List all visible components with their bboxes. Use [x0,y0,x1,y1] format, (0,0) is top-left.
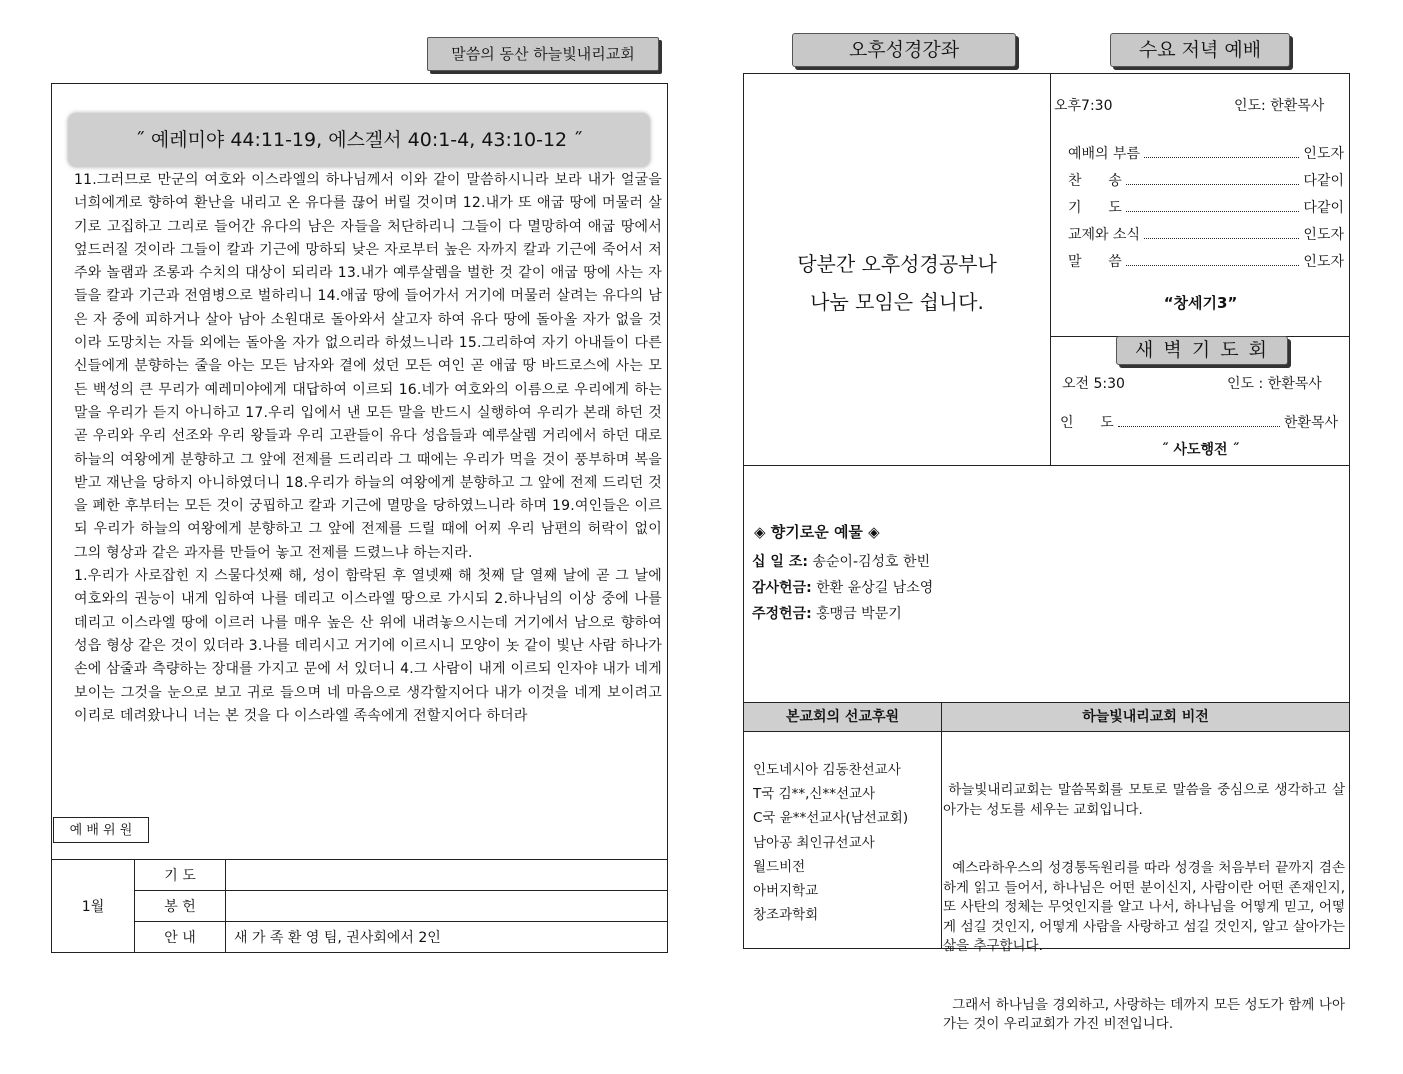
scripture-reference: ˝ 예레미야 44:11-19, 에스겔서 40:1-4, 43:10-12 ˝ [135,129,583,151]
section-divider [743,465,1350,466]
duty-label: 봉 헌 [135,891,226,922]
offering-label: 십 일 조: [752,554,808,570]
wednesday-order [1068,143,1344,278]
scripture-jeremiah: 11.그러므로 만군의 여호와 이스라엘의 하나님께서 이와 같이 말씀하시니라 보라 내가 얼굴을 너희에게로 향하여 환난을 내리고 온 유다를 끊어 버릴 것이며 12.내가 또 애굽 땅에 머물러 살기로 고집하고 그리로 들어간 유다의 남은 자들을 처단하리니 그들이 다 멸망하여 애굽 땅에서 엎드러질 것이라 그들이 칼과 기근에 망하되 낮은 자로부터 높은 자까지 칼과 기근에 죽어서 저주와 놀램과 조롱과 수치의 대상이 되리라 13.내가 예루살렘을 벌한 것 같이 애굽 땅에 사는 자들을 칼과 기근과 전염병으로 벌하리니 14.애굽 땅에 들어가서 거기에 머물러 살려는 유다의 남은 자 중에 피하거나 살아 남아 소원대로 돌아와서 살고자 하여 유다 땅에 돌아올 자가 없을 것이라 도망치는 자들 외에는 돌아올 자가 없으리라 하셨느니라 15.그리하여 자기 아내들이 다른 신들에게 분향하는 줄을 아는 모든 남자와 곁에 섰던 모든 여인 곧 애굽 땅 바드로스에 사는 모든 백성의 큰 무리가 예레미야에게 대답하여 이르되 16.네가 여호와의 이름으로 우리에게 하는 말을 우리가 듣지 아니하고 17.우리 입에서 낸 모든 말을 반드시 실행하여 우리가 본래 하던 것 곧 우리와 우리 선조와 우리 왕들과 우리 고관들이 유다 성읍들과 예루살렘 거리에서 하던 대로 하늘의 여왕에게 분향하고 그 앞에 전제를 드리리라 그 때에는 우리가 먹을 것이 풍부하며 복을 받고 재난을 당하지 아니하였더니 18.우리가 하늘의 여왕에게 분향하고 그 앞에 전제 드리던 것을 폐한 후부터는 모든 것이 궁핍하고 칼과 기근에 멸망을 당하였느니라 하며 19.여인들은 이르되 우리가 하늘의 여왕에게 분향하고 그 앞에 전제를 드릴 때에 어찌 우리 남편의 허락이 없이 그의 형상과 같은 과자를 만들어 놓고 전제를 드렸느냐 하는지라. [74,172,662,561]
mission-vision-table [743,702,1350,1032]
order-item-name: 말 씀 [1068,254,1122,270]
dotted-leader [1126,211,1300,212]
offering-row [752,549,933,575]
mission-item: 월드비전 [753,858,806,875]
mission-item: T국 김**,신**선교사 [753,786,876,803]
worship-committee-label [53,817,149,843]
wednesday-service-title-text: 수요 저녁 예배 [1138,39,1262,61]
vision-paragraph: 예스라하우스의 성경통독원리를 따라 성경을 처음부터 끝까지 겸손하게 읽고 들어서, 하나님은 어떤 분이신지, 사람이란 어떤 존재인지, 또 사탄의 정체는 무엇인지를 알고 나서, 하나님을 어떻게 믿고, 어떻게 섬길 것인지, 어떻게 사람을 사랑하고 섬길 것인지, 알고 살아가는 삶을 추구합니다. [943,860,1350,954]
order-item-value: 인도자 [1303,254,1344,270]
church-name-tag [427,37,659,71]
scripture-text [74,169,662,728]
order-item [1068,224,1344,244]
order-item-value: 다같이 [1303,173,1344,189]
dotted-leader [1144,238,1299,239]
order-item [1068,143,1344,163]
order-item-name: 찬 송 [1068,173,1122,189]
afternoon-class-title-text: 오후성경강좌 [848,39,960,61]
scripture-ezekiel: 1.우리가 사로잡힌 지 스물다섯째 해, 성이 함락된 후 열넷째 해 첫째 달 열째 날에 곧 그 날에 여호와의 권능이 내게 임하여 나를 데리고 이스라엘 땅으로 가시되 2.하나님의 이상 중에 나를 데리고 이스라엘 땅에 이르러 나를 매우 높은 산 위에 내려놓으시는데 거기에서 남으로 향하여 성읍 형상 같은 것이 있더라 3.나를 데리시고 거기에 이르시니 모양이 놋 같이 빛난 사람 하나가 손에 삼줄과 측량하는 장대를 가지고 문에 서 있더니 4.그 사람이 내게 이르되 인자야 내가 네게 보이는 그것을 눈으로 보고 귀로 들으며 네 마음으로 생각할지어다 내가 이것을 네게 보이려고 이리로 데려왔나니 너는 본 것을 다 이스라엘 족속에게 전할지어다 하더라 [74,568,662,724]
dotted-leader [1118,426,1280,427]
order-item-value: 다같이 [1303,200,1344,216]
mission-item: 인도네시아 김동찬선교사 [753,762,901,778]
offering-row [752,575,933,601]
wednesday-sermon-text: “창세기3” [1163,294,1238,312]
dawn-time: 오전 5:30 [1062,376,1125,392]
order-item-name: 교제와 소식 [1068,227,1141,243]
dawn-leader: 인도 : 한환목사 [1227,376,1322,392]
dawn-text: ˝ 사도행전 ˝ [1161,442,1240,458]
offering-heading: ◈ 향기로운 예물 ◈ [754,523,880,541]
duty-value [226,860,668,891]
mission-header-text: 본교회의 선교후원 [785,709,900,725]
offering-names: 홍맹금 박문기 [816,606,902,622]
offering-names: 송순이-김성호 한빈 [812,554,931,570]
offering-names: 한환 윤상길 남소영 [816,580,934,596]
order-item [1068,251,1344,271]
vision-text [943,742,1350,1074]
mission-header [743,702,942,732]
duty-label: 안 내 [135,922,226,953]
order-item [1068,170,1344,190]
vision-paragraph: 하늘빛내리교회는 말씀목회를 모토로 말씀을 중심으로 생각하고 살아가는 성도를 세우는 교회입니다. [943,782,1345,818]
offering-label: 감사헌금: [752,580,812,596]
dotted-leader [1144,157,1299,158]
order-item-value: 인도자 [1303,146,1344,162]
offering-list [752,549,933,627]
duty-value: 새 가 족 환 영 팀, 권사회에서 2인 [226,922,668,953]
order-item-name: 인 도 [1060,415,1114,431]
order-item-value: 한환목사 [1283,415,1338,431]
order-item [1068,197,1344,217]
vision-paragraph: 그래서 하나님을 경외하고, 사랑하는 데까지 모든 성도가 함께 나아가는 것이 우리교회가 가진 비전입니다. [943,996,1345,1032]
worship-committee-table [51,859,668,953]
offering-label: 주정헌금: [752,606,812,622]
order-item-name: 기 도 [1068,200,1122,216]
dawn-prayer-title-text: 새 벽 기 도 회 [1135,339,1269,361]
dawn-prayer-title [1116,336,1288,365]
month-label: 1월 [81,899,105,915]
order-item-name: 예배의 부름 [1068,146,1141,162]
afternoon-notice-line: 당분간 오후성경공부나 [797,252,997,276]
mission-item: C국 윤**선교사(남선교회) [753,810,909,827]
afternoon-notice [744,245,1050,321]
dotted-leader [1126,184,1300,185]
offering-row [752,601,933,627]
vision-header [941,702,1350,732]
order-item-value: 인도자 [1303,227,1344,243]
mission-item: 창조과학회 [753,907,819,924]
wednesday-leader: 인도: 한환목사 [1234,98,1325,114]
vision-header-text: 하늘빛내리교회 비전 [1082,709,1209,725]
mission-item: 아버지학교 [753,883,819,900]
afternoon-class-title [792,33,1016,67]
wednesday-service-title [1110,33,1290,67]
afternoon-notice-line: 나눔 모임은 쉽니다. [810,290,984,314]
scripture-reference-banner [68,113,650,167]
church-name-text: 말씀의 동산 하늘빛내리교회 [451,45,635,63]
month-cell [52,860,135,953]
dawn-order-item [1060,412,1338,432]
column-divider [1050,73,1051,466]
dotted-leader [1126,265,1300,266]
worship-committee-text: 예 배 위 원 [69,823,133,838]
mission-list [753,758,908,927]
duty-label: 기 도 [135,860,226,891]
wednesday-time: 오후7:30 [1054,98,1113,114]
mission-item: 남아공 최인규선교사 [753,834,875,851]
duty-value [226,891,668,922]
